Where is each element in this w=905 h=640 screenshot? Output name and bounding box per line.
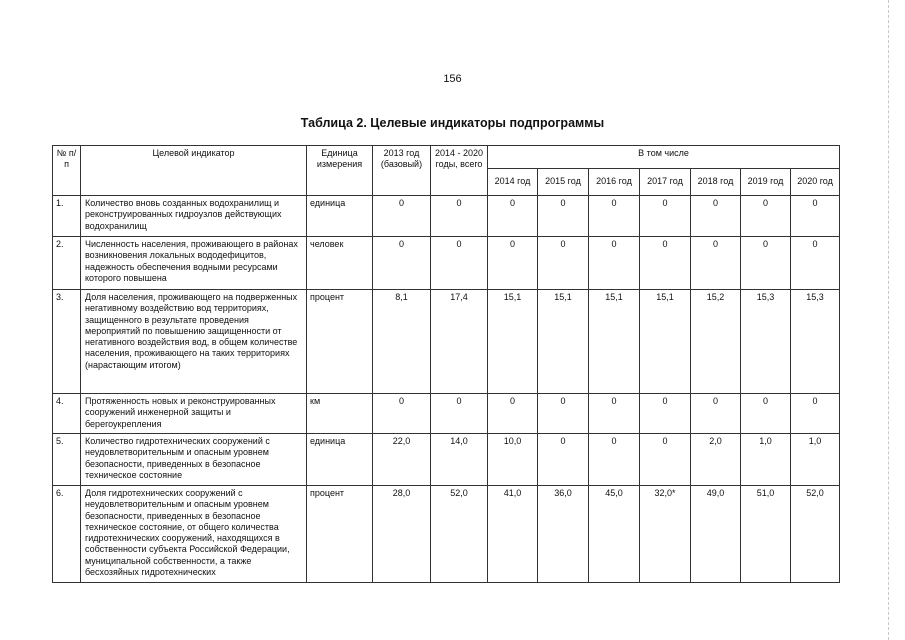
table-title: Таблица 2. Целевые индикаторы подпрограммы: [300, 116, 605, 130]
table-row: [53, 290, 840, 394]
header-year: 2019 год: [741, 169, 791, 196]
header-num: № п/п: [53, 146, 81, 196]
year-value: 51,0: [741, 486, 791, 583]
year-value: 45,0: [589, 486, 640, 583]
year-value: 0: [589, 434, 640, 486]
year-value: 0: [488, 237, 538, 290]
unit-cell: человек: [307, 237, 373, 290]
year-value: 0: [538, 394, 589, 434]
year-value: 2,0: [691, 434, 741, 486]
year-value: 0: [488, 394, 538, 434]
header-total: 2014 - 2020 годы, всего: [431, 146, 488, 196]
year-value: 15,2: [691, 290, 741, 394]
total-value: 0: [431, 237, 488, 290]
header-indicator: Целевой индикатор: [81, 146, 307, 196]
row-number: 6.: [53, 486, 81, 583]
year-value: 1,0: [791, 434, 840, 486]
total-value: 17,4: [431, 290, 488, 394]
year-value: 0: [691, 196, 741, 237]
header-including: В том числе: [488, 146, 840, 169]
base-value: 22,0: [373, 434, 431, 486]
indicator-name: Доля гидротехнических сооружений с неудовлетворительным и опасным уровнем безопасности, приведенных в безопасное техническое состояние, от общего количества гидротехнических сооружений, находящихся в собственности субъекта Российской Федерации, муниципальной собственности, а также бесхозяйных гидротехнических: [81, 486, 307, 583]
year-value: 0: [640, 394, 691, 434]
page-number: 156: [443, 73, 462, 85]
base-value: 0: [373, 394, 431, 434]
year-value: 0: [741, 394, 791, 434]
year-value: 15,1: [589, 290, 640, 394]
year-value: 0: [791, 394, 840, 434]
year-value: 0: [589, 394, 640, 434]
year-value: 0: [640, 196, 691, 237]
total-value: 14,0: [431, 434, 488, 486]
year-value: 15,1: [488, 290, 538, 394]
year-value: 32,0*: [640, 486, 691, 583]
total-value: 0: [431, 394, 488, 434]
table-row: [53, 486, 840, 583]
unit-cell: процент: [307, 486, 373, 583]
indicator-name: Протяженность новых и реконструированных сооружений инженерной защиты и берегоукрепления: [81, 394, 307, 434]
year-value: 15,3: [741, 290, 791, 394]
table-row: [53, 237, 840, 290]
year-value: 15,1: [538, 290, 589, 394]
table-row: [53, 434, 840, 486]
table-row: [53, 394, 840, 434]
unit-cell: процент: [307, 290, 373, 394]
year-value: 52,0: [791, 486, 840, 583]
header-year: 2014 год: [488, 169, 538, 196]
year-value: 49,0: [691, 486, 741, 583]
unit-cell: единица: [307, 196, 373, 237]
year-value: 0: [589, 196, 640, 237]
row-number: 1.: [53, 196, 81, 237]
year-value: 0: [640, 434, 691, 486]
year-value: 0: [741, 237, 791, 290]
row-number: 4.: [53, 394, 81, 434]
year-value: 0: [538, 237, 589, 290]
header-year: 2020 год: [791, 169, 840, 196]
year-value: 0: [791, 196, 840, 237]
total-value: 0: [431, 196, 488, 237]
year-value: 0: [691, 237, 741, 290]
indicator-name: Численность населения, проживающего в районах возникновения локальных вододефицитов, надежность обеспечения водными ресурсами которого повышена: [81, 237, 307, 290]
base-value: 8,1: [373, 290, 431, 394]
year-value: 0: [589, 237, 640, 290]
header-row: [53, 146, 840, 169]
year-value: 0: [791, 237, 840, 290]
year-value: 41,0: [488, 486, 538, 583]
indicator-name: Доля населения, проживающего на подверженных негативному воздействию вод территориях, защищенного в результате проведения мероприятий по повышению защищенности от негативного воздействия вод, в общем количестве населения, проживающего на таких территориях (нарастающим итогом): [81, 290, 307, 394]
year-value: 0: [538, 196, 589, 237]
base-value: 0: [373, 196, 431, 237]
base-value: 0: [373, 237, 431, 290]
header-year: 2018 год: [691, 169, 741, 196]
year-value: 0: [488, 196, 538, 237]
page-edge-mark: [888, 0, 889, 640]
year-value: 10,0: [488, 434, 538, 486]
year-value: 15,1: [640, 290, 691, 394]
indicator-name: Количество вновь созданных водохранилищ и реконструированных гидроузлов действующих водохранилищ: [81, 196, 307, 237]
row-number: 2.: [53, 237, 81, 290]
table-row: [53, 196, 840, 237]
header-year: 2015 год: [538, 169, 589, 196]
header-year: 2017 год: [640, 169, 691, 196]
header-base-year: 2013 год (базовый): [373, 146, 431, 196]
indicator-name: Количество гидротехнических сооружений с неудовлетворительным и опасным уровнем безопасности, приведенных в безопасное техническое состояние: [81, 434, 307, 486]
year-value: 0: [741, 196, 791, 237]
row-number: 5.: [53, 434, 81, 486]
base-value: 28,0: [373, 486, 431, 583]
header-year: 2016 год: [589, 169, 640, 196]
year-value: 0: [640, 237, 691, 290]
year-value: 15,3: [791, 290, 840, 394]
year-value: 0: [538, 434, 589, 486]
indicators-table: [52, 145, 840, 583]
year-value: 36,0: [538, 486, 589, 583]
row-number: 3.: [53, 290, 81, 394]
year-value: 1,0: [741, 434, 791, 486]
unit-cell: км: [307, 394, 373, 434]
year-value: 0: [691, 394, 741, 434]
total-value: 52,0: [431, 486, 488, 583]
unit-cell: единица: [307, 434, 373, 486]
header-unit: Единица измерения: [307, 146, 373, 196]
